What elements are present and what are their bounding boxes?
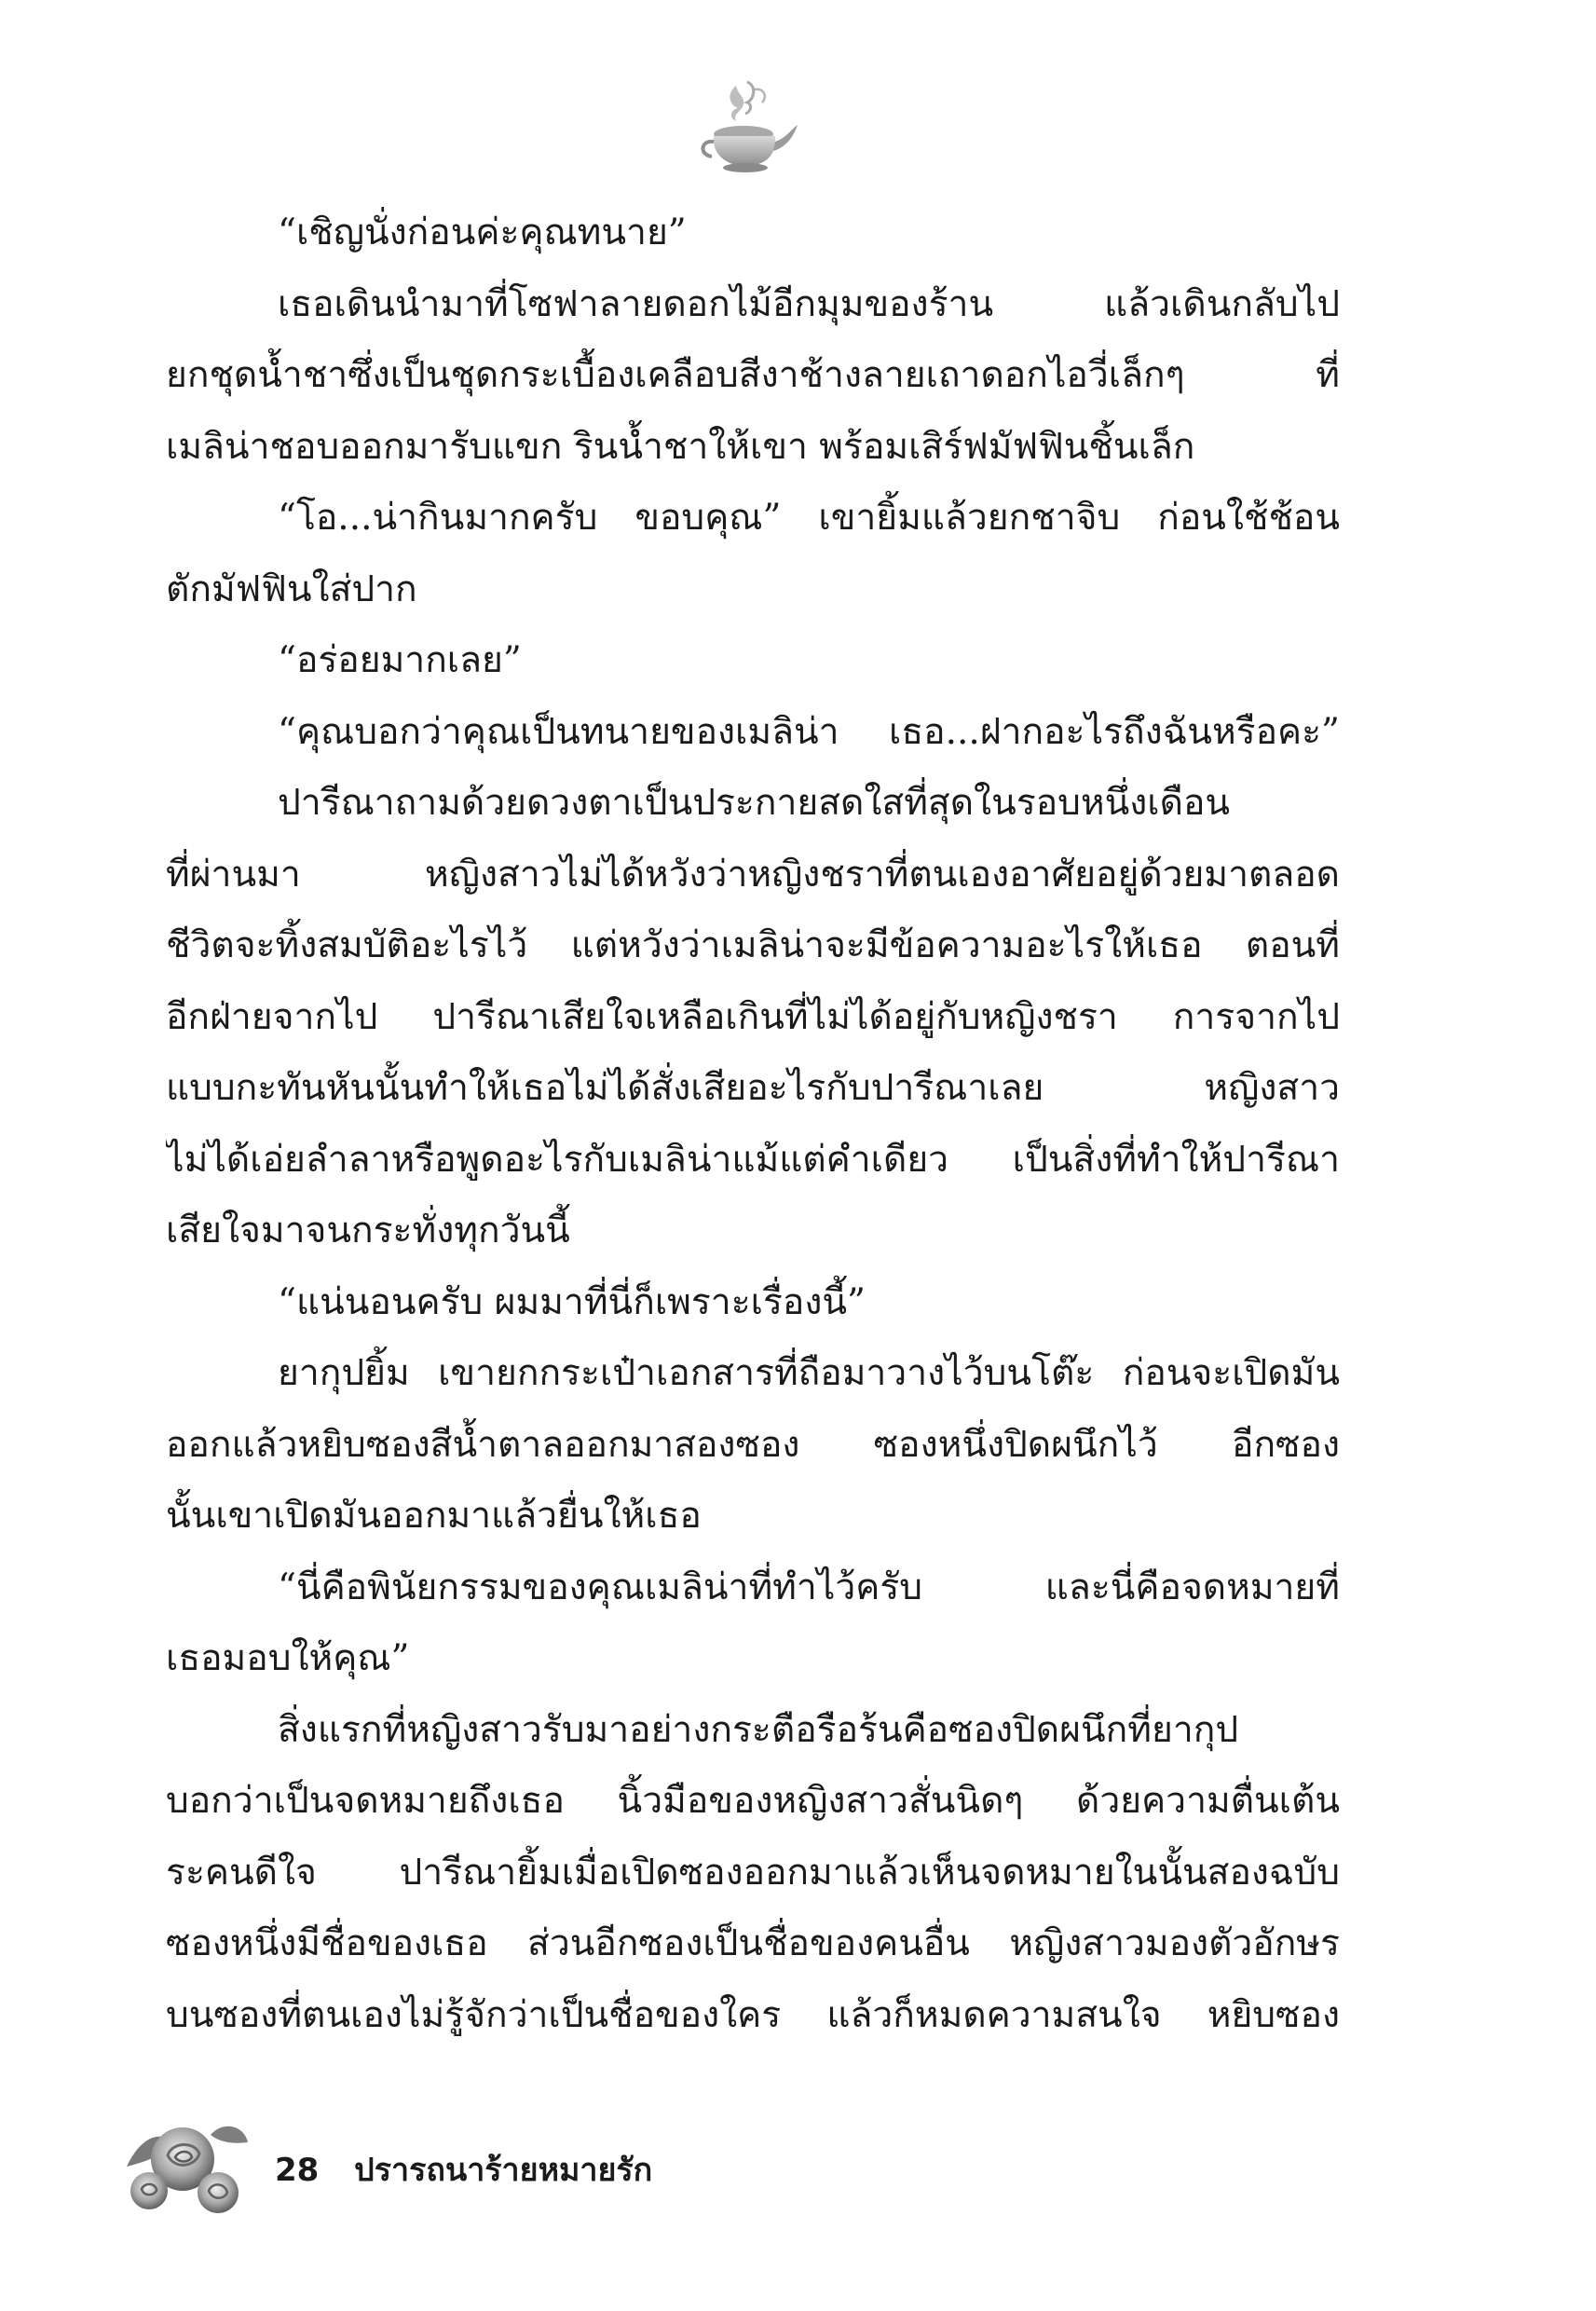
text-line: ซองหนึ่งมีชื่อของเธอ ส่วนอีกซองเป็นชื่อของคนอื่น หญิงสาวมองตัวอักษร	[166, 1922, 1340, 1964]
page-number: 28	[275, 2152, 320, 2189]
text-line: ยกชุดน้ำชาซึ่งเป็นชุดกระเบื้องเคลือบสีงาช้างลายเถาดอกไอวี่เล็กๆ ที่	[166, 354, 1340, 396]
text-line: “อร่อยมากเลย”	[278, 639, 522, 681]
text-line: ชีวิตจะทิ้งสมบัติอะไรไว้ แต่หวังว่าเมลิน่าจะมีข้อความอะไรให้เธอ ตอนที่	[166, 924, 1340, 966]
text-line: เมลิน่าชอบออกมารับแขก รินน้ำชาให้เขา พร้อมเสิร์ฟมัฟฟินชิ้นเล็ก	[166, 425, 1195, 468]
text-line: ออกแล้วหยิบซองสีน้ำตาลออกมาสองซอง ซองหนึ่งปิดผนึกไว้ อีกซอง	[166, 1423, 1340, 1466]
text-line: เสียใจมาจนกระทั่งทุกวันนี้	[166, 1210, 570, 1251]
text-line: ที่ผ่านมา หญิงสาวไม่ได้หวังว่าหญิงชราที่ตนเองอาศัยอยู่ด้วยมาตลอด	[166, 853, 1340, 896]
text-line: “โอ...น่ากินมากครับ ขอบคุณ” เขายิ้มแล้วยกชาจิบ ก่อนใช้ช้อน	[278, 497, 1340, 539]
text-line: อีกฝ่ายจากไป ปารีณาเสียใจเหลือเกินที่ไม่ได้อยู่กับหญิงชรา การจากไป	[166, 995, 1340, 1038]
teapot-genie-icon	[689, 76, 801, 179]
text-line: ระคนดีใจ ปารีณายิ้มเมื่อเปิดซองออกมาแล้วเห็นจดหมายในนั้นสองฉบับ	[166, 1851, 1340, 1894]
text-line: “นี่คือพินัยกรรมของคุณเมลิน่าที่ทำไว้ครับ และนี่คือจดหมายที่	[278, 1566, 1340, 1608]
text-line: แบบกะทันหันนั้นทำให้เธอไม่ได้สั่งเสียอะไรกับปารีณาเลย หญิงสาว	[166, 1067, 1340, 1109]
text-line: “คุณบอกว่าคุณเป็นทนายของเมลิน่า เธอ...ฝากอะไรถึงฉันหรือคะ”	[278, 710, 1340, 753]
body-text	[166, 198, 1340, 2051]
text-line: เธอเดินนำมาที่โซฟาลายดอกไม้อีกมุมของร้าน แล้วเดินกลับไป	[278, 282, 1340, 325]
text-line: บอกว่าเป็นจดหมายถึงเธอ นิ้วมือของหญิงสาวสั่นนิดๆ ด้วยความตื่นเต้น	[166, 1780, 1340, 1822]
text-line: สิ่งแรกที่หญิงสาวรับมาอย่างกระตือรือร้นคือซองปิดผนึกที่ยากุป	[278, 1708, 1239, 1751]
footer-text	[275, 2144, 676, 2195]
text-line: นั้นเขาเปิดมันออกมาแล้วยื่นให้เธอ	[166, 1495, 702, 1537]
text-line: “เชิญนั่งก่อนค่ะคุณทนาย”	[278, 212, 687, 253]
text-line: ยากุปยิ้ม เขายกกระเป๋าเอกสารที่ถือมาวางไว้บนโต๊ะ ก่อนจะเปิดมัน	[278, 1352, 1340, 1394]
text-line: เธอมอบให้คุณ”	[166, 1637, 410, 1679]
page-footer	[121, 2101, 866, 2232]
text-line: ตักมัฟฟินใส่ปาก	[166, 567, 417, 610]
text-line: ปารีณาถามด้วยดวงตาเป็นประกายสดใสที่สุดในรอบหนึ่งเดือน	[278, 782, 1231, 824]
text-line: ไม่ได้เอ่ยลำลาหรือพูดอะไรกับเมลิน่าแม้แต่คำเดียว เป็นสิ่งที่ทำให้ปารีณา	[166, 1138, 1340, 1181]
book-title: ปรารถนาร้ายหมายรัก	[354, 2152, 653, 2189]
text-line: บนซองที่ตนเองไม่รู้จักว่าเป็นชื่อของใคร แล้วก็หมดความสนใจ หยิบซอง	[166, 1993, 1340, 2036]
rose-cluster-icon	[121, 2101, 252, 2222]
text-line: “แน่นอนครับ ผมมาที่นี่ก็เพราะเรื่องนี้”	[278, 1280, 866, 1323]
